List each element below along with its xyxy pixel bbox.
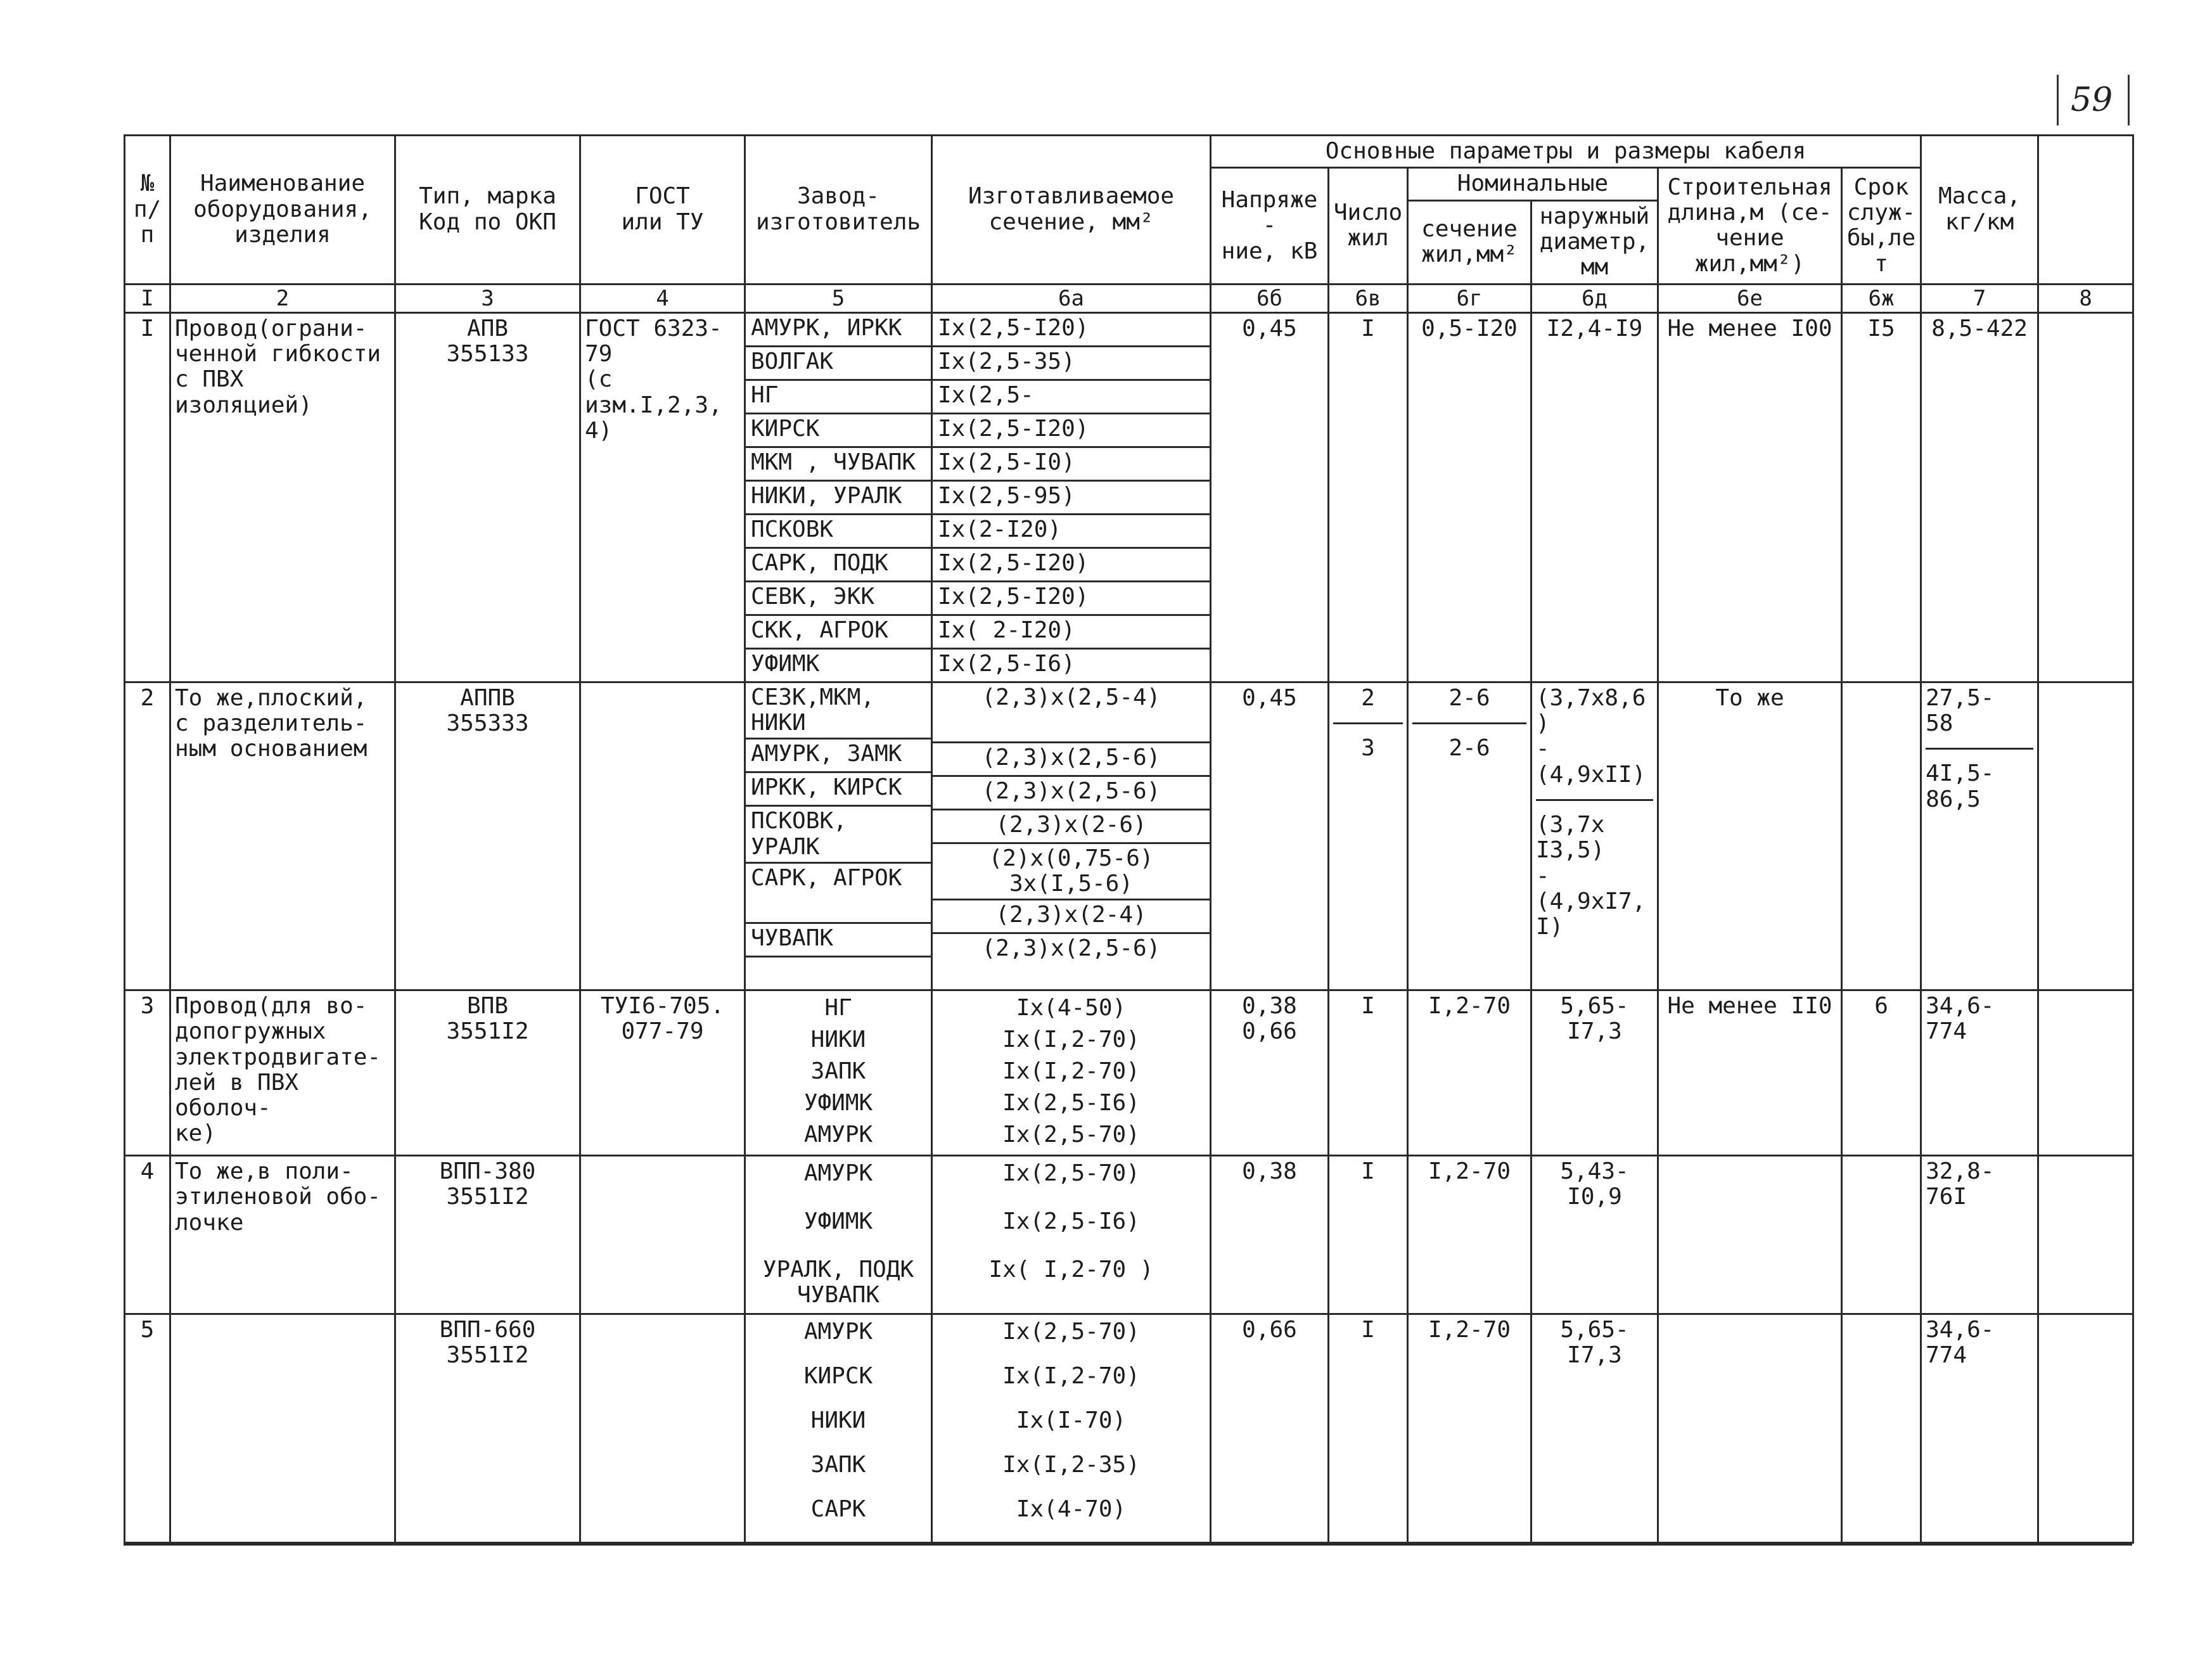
header-length: Строительная длина,м (се- чение жил,мм²): [1658, 168, 1842, 284]
type-code: ВПП-380 3551I2: [395, 1155, 580, 1314]
section-range: Ix(I,2-70): [1002, 1058, 1140, 1084]
row-number: 5: [125, 1314, 170, 1542]
mass-value: 4I,5- 86,5: [1926, 760, 1995, 812]
equipment-name: Провод(ограни- ченной гибкости с ПВХ изоляцией): [170, 312, 395, 682]
header-main-parameters: Основные параметры и размеры кабеля: [1211, 136, 1921, 168]
section-list: [932, 682, 1211, 990]
manufacturer-list: [745, 1155, 932, 1314]
type-code: ВПВ 3551I2: [395, 990, 580, 1155]
header-cores: Число жил: [1329, 168, 1408, 284]
type-code: АППВ 355333: [395, 682, 580, 990]
row-number: 4: [125, 1155, 170, 1314]
section-range: (2,3)x(2-4): [933, 900, 1210, 934]
manufacturer: ПСКОВК: [746, 515, 931, 549]
length-value: [1658, 1155, 1842, 1314]
manufacturer: НИКИ, УРАЛК: [746, 482, 931, 515]
section-range: Ix(2,5-70): [1002, 1121, 1140, 1148]
table-row: [125, 990, 2133, 1155]
manufacturer: УФИМК: [803, 1089, 873, 1116]
section-range: Ix(4-70): [1016, 1495, 1127, 1522]
column-number: 6е: [1658, 284, 1842, 312]
section-range: Ix(2,5-I6): [938, 650, 1075, 677]
section-range: Ix(2,5-I6): [1002, 1208, 1140, 1234]
column-number: 6д: [1531, 284, 1658, 312]
column-number: 6а: [932, 284, 1211, 312]
manufacturer: СЕВК, ЭКК: [746, 582, 931, 616]
manufacturer: [746, 957, 931, 989]
cores-value: I: [1329, 1314, 1408, 1542]
header-core-section: сечение жил,мм²: [1408, 200, 1531, 284]
manufacturer: УФИМК: [751, 650, 820, 677]
header-column-8: [2038, 136, 2133, 285]
manufacturer: ИРКК, КИРСК: [746, 773, 931, 807]
voltage-value: 0,66: [1211, 1314, 1329, 1542]
service-life-value: [1842, 682, 1921, 990]
cores-value: I: [1329, 990, 1408, 1155]
gost-reference: [580, 1314, 745, 1542]
manufacturer: СКК, АГРОК: [746, 616, 931, 650]
core-section-value: I,2-70: [1408, 1155, 1531, 1314]
manufacturer: НИКИ: [810, 1407, 866, 1433]
section-range: Ix(2,5-35): [933, 347, 1210, 381]
header-number: № п/п: [125, 136, 170, 285]
section-range: (2,3)x(2-6): [933, 810, 1210, 844]
section-list: [932, 1314, 1211, 1542]
core-section-value: 2-6: [1448, 734, 1490, 761]
page-number-right-mark: [2128, 75, 2130, 125]
voltage-value: 0,45: [1211, 682, 1329, 990]
manufacturer: НГ: [746, 381, 931, 414]
section-range: Ix(2,5-: [933, 381, 1210, 414]
mass-value: 27,5- 58: [1926, 686, 2033, 750]
voltage-value: 0,38: [1211, 1155, 1329, 1314]
header-outer-diameter: наружный диаметр, мм: [1531, 200, 1658, 284]
service-life-value: [1842, 1155, 1921, 1314]
section-list: [932, 312, 1211, 682]
manufacturer: КИРСК: [746, 414, 931, 448]
column-number: 6ж: [1842, 284, 1921, 312]
mass-cell: [1921, 682, 2038, 990]
core-section-cell: [1408, 682, 1531, 990]
diameter-value: 5,65-I7,3: [1531, 990, 1658, 1155]
manufacturer-list: [745, 682, 932, 990]
diameter-value: 5,43-I0,9: [1531, 1155, 1658, 1314]
core-section-value: I,2-70: [1408, 1314, 1531, 1542]
table-row: [125, 682, 2133, 990]
row-number: 3: [125, 990, 170, 1155]
core-section-value: 2-6: [1412, 686, 1526, 724]
section-range: (2)x(0,75-6) 3x(I,5-6): [933, 844, 1210, 901]
page-number-left-mark: [2057, 75, 2059, 125]
core-section-value: 0,5-I20: [1408, 312, 1531, 682]
length-value: Не менее I00: [1658, 312, 1842, 682]
column-number: 3: [395, 284, 580, 312]
column-number: 6в: [1329, 284, 1408, 312]
row-number: I: [125, 312, 170, 682]
mass-value: 8,5-422: [1921, 312, 2038, 682]
header-service-life: Срок служ- бы,лет: [1842, 168, 1921, 284]
section-range: Ix(2,5-I6): [1002, 1089, 1140, 1116]
manufacturer: ЗАПК: [810, 1058, 866, 1084]
section-range: Ix(I,2-35): [1002, 1451, 1140, 1478]
manufacturer: СЕЗК,МКМ, НИКИ: [746, 683, 931, 740]
manufacturer: ЗАПК: [810, 1451, 866, 1478]
manufacturer: ЧУВАПК: [746, 924, 931, 957]
service-life-value: [1842, 1314, 1921, 1542]
manufacturer: САРК, АГРОК: [746, 864, 931, 924]
manufacturer: САРК: [810, 1495, 866, 1522]
manufacturer-list: [745, 1314, 932, 1542]
column-8-cell: [2038, 990, 2133, 1155]
section-range: Ix( I,2-70 ): [988, 1256, 1154, 1283]
manufacturer-list: [745, 312, 932, 682]
equipment-name: [170, 1314, 395, 1542]
header-manufacturer: Завод- изготовитель: [745, 136, 932, 285]
cores-cell: [1329, 682, 1408, 990]
column-8-cell: [2038, 682, 2133, 990]
length-value: Не менее II0: [1658, 990, 1842, 1155]
mass-value: 32,8- 76I: [1921, 1155, 2038, 1314]
mass-value: 34,6- 774: [1921, 990, 2038, 1155]
equipment-name: Провод(для во- допогружных электродвигате- лей в ПВХ оболоч- ке): [170, 990, 395, 1155]
section-list: [932, 990, 1211, 1155]
column-number: 7: [1921, 284, 2038, 312]
column-8-cell: [2038, 1314, 2133, 1542]
cores-value: 2: [1333, 686, 1403, 724]
column-8-cell: [2038, 312, 2133, 682]
manufacturer: АМУРК, ИРКК: [746, 314, 931, 347]
column-number: 2: [170, 284, 395, 312]
mass-value: 34,6- 774: [1921, 1314, 2038, 1542]
length-value: [1658, 1314, 1842, 1542]
section-range: Ix(2,5-I0): [933, 448, 1210, 482]
table-row: [125, 1155, 2133, 1314]
manufacturer: КИРСК: [803, 1362, 873, 1389]
section-range: (2,3)x(2,5-4): [933, 683, 1210, 743]
manufacturer: НИКИ: [810, 1026, 866, 1053]
header-voltage: Напряже- ние, кВ: [1211, 168, 1329, 284]
gost-reference: ТУI6-705. 077-79: [580, 990, 745, 1155]
section-range: (2,3)x(2,5-6): [933, 743, 1210, 777]
table-row: [125, 1314, 2133, 1542]
column-number: 6б: [1211, 284, 1329, 312]
type-code: ВПП-660 3551I2: [395, 1314, 580, 1542]
service-life-value: I5: [1842, 312, 1921, 682]
manufacturer: ПСКОВК, УРАЛК: [746, 807, 931, 864]
section-range: Ix(2-I20): [933, 515, 1210, 549]
manufacturer: МКМ , ЧУВАПК: [746, 448, 931, 482]
section-list: [932, 1155, 1211, 1314]
row-number: 2: [125, 682, 170, 990]
bottom-rule: [124, 1544, 2132, 1546]
core-section-value: I,2-70: [1408, 990, 1531, 1155]
type-code: АПВ 355133: [395, 312, 580, 682]
header-gost: ГОСТ или ТУ: [580, 136, 745, 285]
manufacturer: НГ: [824, 994, 852, 1021]
section-range: Ix(I,2-70): [1002, 1026, 1140, 1053]
column-number: 8: [2038, 284, 2133, 312]
section-range: (2,3)x(2,5-6): [933, 777, 1210, 810]
cores-value: I: [1329, 1155, 1408, 1314]
section-range: Ix(2,5-95): [933, 482, 1210, 515]
header-type-code: Тип, марка Код по ОКП: [395, 136, 580, 285]
section-range: Ix( 2-I20): [933, 616, 1210, 650]
manufacturer: УРАЛК, ПОДК ЧУВАПК: [762, 1256, 914, 1309]
manufacturer: АМУРК: [803, 1121, 873, 1148]
section-range: Ix(2,5-I20): [933, 414, 1210, 448]
voltage-value: 0,45: [1211, 312, 1329, 682]
section-range: Ix(2,5-70): [1002, 1318, 1140, 1345]
cores-value: 3: [1361, 734, 1375, 761]
section-range: Ix(I,2-70): [1002, 1362, 1140, 1389]
header-mass: Масса, кг/км: [1921, 136, 2038, 285]
diameter-value: I2,4-I9: [1531, 312, 1658, 682]
gost-reference: [580, 1155, 745, 1314]
section-range: Ix(2,5-I20): [933, 582, 1210, 616]
column-8-cell: [2038, 1155, 2133, 1314]
column-number: 5: [745, 284, 932, 312]
gost-reference: ГОСТ 6323-79 (с изм.I,2,3, 4): [580, 312, 745, 682]
section-range: Ix(2,5-I20): [933, 314, 1210, 347]
service-life-value: 6: [1842, 990, 1921, 1155]
manufacturer: САРК, ПОДК: [746, 549, 931, 582]
gost-reference: [580, 682, 745, 990]
manufacturer: АМУРК: [803, 1318, 873, 1345]
header-nominal: Номинальные: [1408, 168, 1658, 200]
equipment-name: То же,плоский, с разделитель- ным основанием: [170, 682, 395, 990]
equipment-name: То же,в поли- этиленовой обо- лочке: [170, 1155, 395, 1314]
manufacturer: АМУРК, ЗАМК: [746, 740, 931, 773]
diameter-value: 5,65-I7,3: [1531, 1314, 1658, 1542]
diameter-value: (3,7x8,6) -(4,9xII): [1536, 686, 1653, 801]
cable-specification-table: [124, 134, 2134, 1544]
column-number: 6г: [1408, 284, 1531, 312]
cores-value: I: [1329, 312, 1408, 682]
manufacturer-list: [745, 990, 932, 1155]
header-section: Изготавливаемое сечение, мм²: [932, 136, 1211, 285]
section-range: Ix(I-70): [1016, 1407, 1127, 1433]
diameter-cell: [1531, 682, 1658, 990]
manufacturer: УФИМК: [803, 1208, 873, 1234]
section-range: Ix(2,5-70): [1002, 1160, 1140, 1186]
voltage-value: 0,38 0,66: [1211, 990, 1329, 1155]
section-range: Ix(4-50): [1016, 994, 1127, 1021]
page-number: 59: [2071, 81, 2113, 119]
diameter-value: (3,7x I3,5) -(4,9xI7,I): [1536, 811, 1646, 940]
section-range: (2,3)x(2,5-6): [981, 935, 1161, 962]
manufacturer: ВОЛГАК: [746, 347, 931, 381]
column-number: 4: [580, 284, 745, 312]
length-value: То же: [1658, 682, 1842, 990]
manufacturer: АМУРК: [803, 1160, 873, 1186]
section-range: Ix(2,5-I20): [933, 549, 1210, 582]
table-row: [125, 312, 2133, 682]
header-equipment-name: Наименование оборудования, изделия: [170, 136, 395, 285]
column-number: I: [125, 284, 170, 312]
